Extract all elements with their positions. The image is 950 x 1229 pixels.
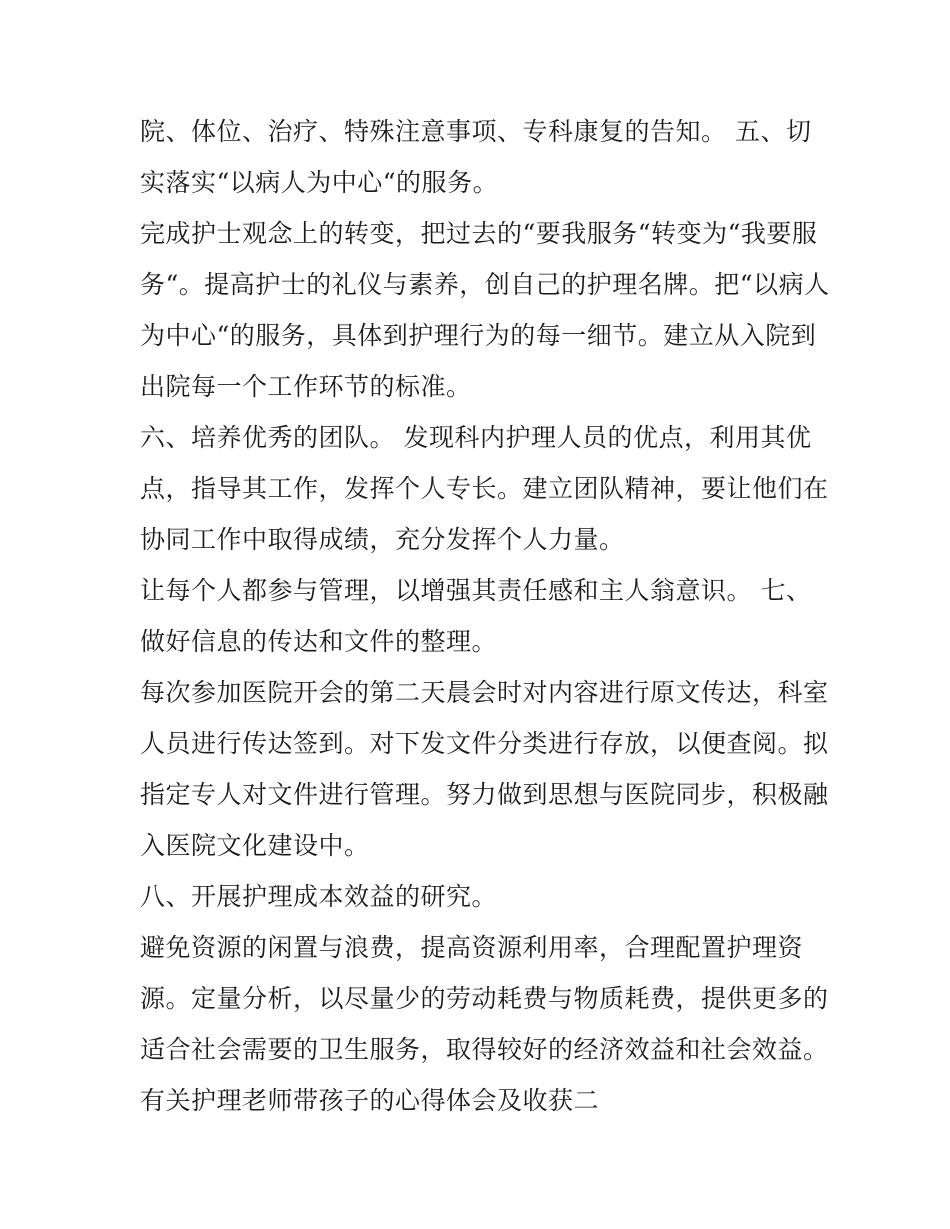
text-line: 协同工作中取得成绩，充分发挥个人力量。 xyxy=(140,525,625,554)
text-line: 出院每一个工作环节的标准。 xyxy=(140,372,472,401)
text-line: 实落实“以病人为中心“的服务。 xyxy=(140,168,499,197)
text-line: 入医院文化建设中。 xyxy=(140,831,370,860)
text-line: 务“。提高护士的礼仪与素养，创自己的护理名牌。把“以病人 xyxy=(140,270,830,299)
section-heading-eight: 八、开展护理成本效益的研究。 xyxy=(140,882,498,911)
text-line: 源。定量分析，以尽量少的劳动耗费与物质耗费，提供更多的 xyxy=(140,984,829,1013)
text-line: 每次参加医院开会的第二天晨会时对内容进行原文传达，科室 xyxy=(140,678,829,707)
text-line: 避免资源的闲置与浪费，提高资源利用率，合理配置护理资 xyxy=(140,933,804,962)
closing-title: 有关护理老师带孩子的心得体会及收获二 xyxy=(140,1086,600,1115)
text-line: 为中心“的服务，具体到护理行为的每一细节。建立从入院到 xyxy=(140,321,817,350)
text-line: 院、体位、治疗、特殊注意事项、专科康复的告知。 五、切 xyxy=(140,117,812,146)
text-line: 适合社会需要的卫生服务，取得较好的经济效益和社会效益。 xyxy=(140,1035,829,1064)
section-heading-seven: 做好信息的传达和文件的整理。 xyxy=(140,627,498,656)
text-line: 人员进行传达签到。对下发文件分类进行存放，以便查阅。拟 xyxy=(140,729,829,758)
text-line: 指定专人对文件进行管理。努力做到思想与医院同步，积极融 xyxy=(140,780,829,809)
text-line: 完成护士观念上的转变，把过去的“要我服务“转变为“我要服 xyxy=(140,219,818,248)
text-line: 让每个人都参与管理，以增强其责任感和主人翁意识。 七、 xyxy=(140,576,812,605)
section-heading-six: 六、培养优秀的团队。 发现科内护理人员的优点，利用其优 xyxy=(140,423,812,452)
document-body xyxy=(140,106,830,1126)
text-line: 点，指导其工作，发挥个人专长。建立团队精神，要让他们在 xyxy=(140,474,829,503)
